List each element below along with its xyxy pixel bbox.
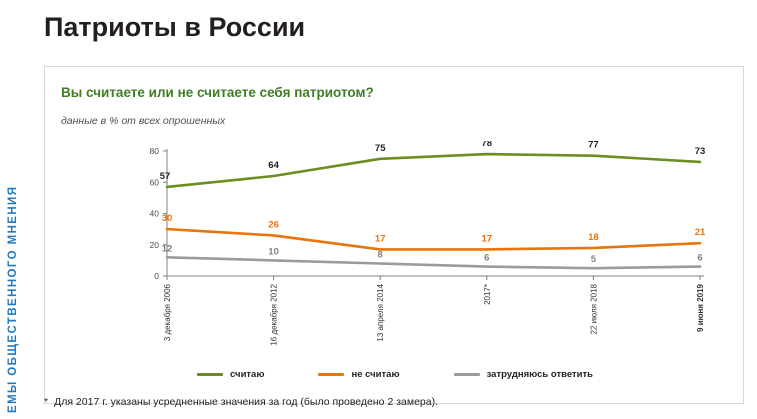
legend-item bbox=[318, 369, 399, 380]
data-label: 77 bbox=[588, 141, 599, 151]
legend-swatch bbox=[318, 373, 344, 376]
legend-swatch bbox=[454, 373, 480, 376]
y-axis-tick-label: 20 bbox=[149, 239, 159, 250]
chart-svg bbox=[45, 141, 745, 369]
footnote-text: Для 2017 г. указаны усредненные значения за год (было проведено 2 замера). bbox=[54, 396, 438, 408]
data-label: 26 bbox=[268, 219, 279, 231]
line-chart bbox=[45, 141, 745, 369]
y-axis-tick-label: 40 bbox=[149, 208, 159, 219]
x-axis-category-label: 16 декабря 2012 bbox=[269, 284, 279, 346]
data-label: 17 bbox=[374, 233, 386, 245]
data-label: 18 bbox=[588, 231, 599, 243]
x-axis-category-label: 9 июня 2019 bbox=[696, 284, 705, 332]
data-label: 12 bbox=[161, 243, 173, 255]
x-axis-category-label: 22 июля 2018 bbox=[589, 284, 599, 335]
data-label: 21 bbox=[694, 227, 706, 239]
series-line bbox=[167, 229, 700, 249]
legend-item bbox=[197, 369, 264, 380]
data-label: 8 bbox=[377, 249, 383, 261]
data-label: 78 bbox=[481, 141, 493, 150]
legend-swatch bbox=[197, 373, 223, 376]
y-axis-tick-label: 80 bbox=[149, 146, 159, 156]
brand-strip bbox=[0, 0, 26, 419]
data-label: 64 bbox=[268, 160, 279, 171]
series-line bbox=[167, 154, 700, 187]
x-axis-category-label: 3 декабря 2006 bbox=[163, 284, 172, 342]
legend-label: не считаю bbox=[351, 368, 400, 380]
data-label: 57 bbox=[159, 170, 171, 182]
legend-item bbox=[454, 369, 593, 380]
y-axis-tick-label: 60 bbox=[149, 177, 159, 188]
data-label: 17 bbox=[481, 233, 493, 245]
y-axis-tick-label: 0 bbox=[154, 271, 159, 281]
data-label: 10 bbox=[268, 246, 279, 258]
chart-subtitle: данные в % от всех опрошенных bbox=[61, 115, 226, 127]
data-label: 6 bbox=[697, 252, 703, 264]
data-label: 6 bbox=[484, 252, 490, 264]
chart-question-title: Вы считаете или не считаете себя патриотом? bbox=[61, 85, 374, 100]
data-label: 30 bbox=[161, 213, 173, 225]
chart-footnote bbox=[44, 396, 744, 408]
x-axis-category-label: 13 апреля 2014 bbox=[376, 284, 386, 342]
page-title: Патриоты в России bbox=[44, 12, 306, 42]
brand-vertical-text: ЕМЫ ОБЩЕСТВЕННОГО МНЕНИЯ bbox=[7, 185, 19, 413]
x-axis-category-label: 2017* bbox=[482, 284, 492, 305]
data-label: 73 bbox=[694, 145, 706, 157]
footnote-marker: * bbox=[44, 396, 49, 408]
legend-label: считаю bbox=[230, 368, 265, 380]
chart-card bbox=[44, 66, 744, 404]
legend-label: затрудняюсь ответить bbox=[486, 368, 593, 380]
series-line bbox=[167, 257, 700, 268]
data-label: 5 bbox=[590, 254, 597, 266]
chart-legend bbox=[45, 363, 745, 385]
data-label: 75 bbox=[374, 142, 386, 154]
